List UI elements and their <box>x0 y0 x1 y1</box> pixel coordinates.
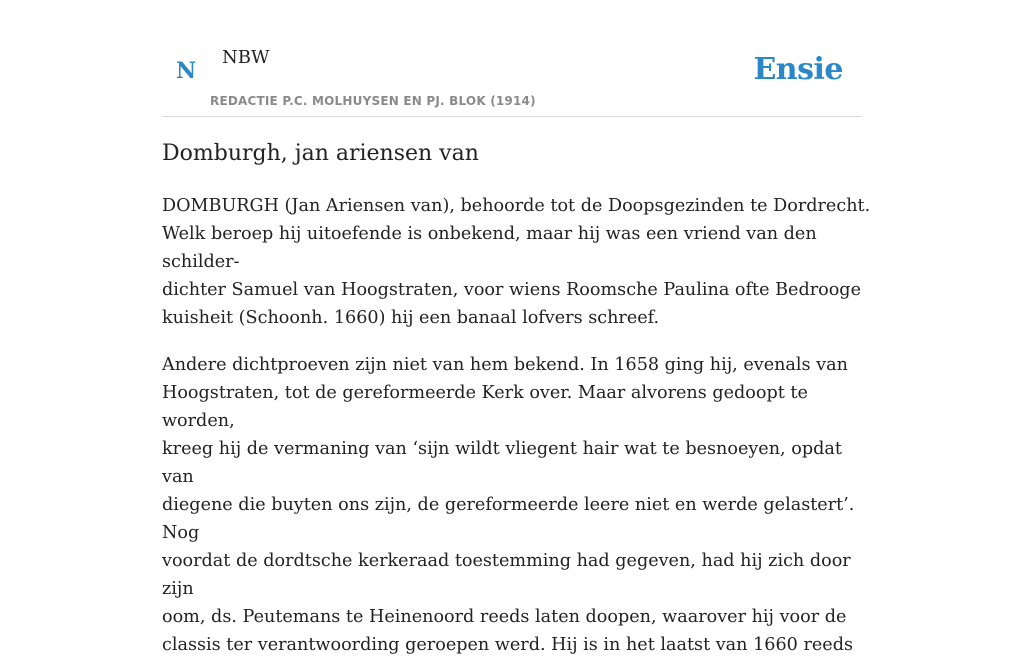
ensie-logo[interactable]: Ensie <box>753 52 843 87</box>
paragraph-line: Andere dichtproeven zijn niet van hem bekend. In 1658 ging hij, evenals van <box>162 355 848 375</box>
source-badge[interactable]: N <box>176 58 197 84</box>
paragraph-line: classis ter verantwoording geroepen werd. Hij is in het laatst van 1660 reeds <box>162 635 853 655</box>
paragraph-line: dichter Samuel van Hoogstraten, voor wiens Roomsche Paulina ofte Bedrooge <box>162 280 861 300</box>
paragraph-line: kuisheit (Schoonh. 1660) hij een banaal lofvers schreef. <box>162 308 660 328</box>
paragraph-line: diegene die buyten ons zijn, de gereformeerde leere niet en werde gelastert’. Nog <box>162 495 855 543</box>
article-title: Domburgh, jan ariensen van <box>162 141 479 166</box>
paragraph-line: DOMBURGH (Jan Ariensen van), behoorde tot de Doopsgezinden te Dordrecht. <box>162 196 871 216</box>
article <box>162 138 872 659</box>
paragraph-line: kreeg hij de vermaning van ‘sijn wildt vliegent hair wat te besnoeyen, opdat van <box>162 439 842 487</box>
article-paragraph <box>162 192 872 332</box>
paragraph-line: oom, ds. Peutemans te Heinenoord reeds laten doopen, waarover hij voor de <box>162 607 847 627</box>
paragraph-line: voordat de dordtsche kerkeraad toestemming had gegeven, had hij zich door zijn <box>162 551 851 599</box>
source-subtitle: REDACTIE P.C. MOLHUYSEN EN PJ. BLOK (1914) <box>210 94 536 108</box>
paragraph-line: Welk beroep hij uitoefende is onbekend, maar hij was een vriend van den schilder- <box>162 224 817 272</box>
source-header <box>162 0 862 117</box>
source-name[interactable]: NBW <box>222 47 270 68</box>
paragraph-line: Hoogstraten, tot de gereformeerde Kerk over. Maar alvorens gedoopt te worden, <box>162 383 808 431</box>
article-paragraph <box>162 351 872 659</box>
